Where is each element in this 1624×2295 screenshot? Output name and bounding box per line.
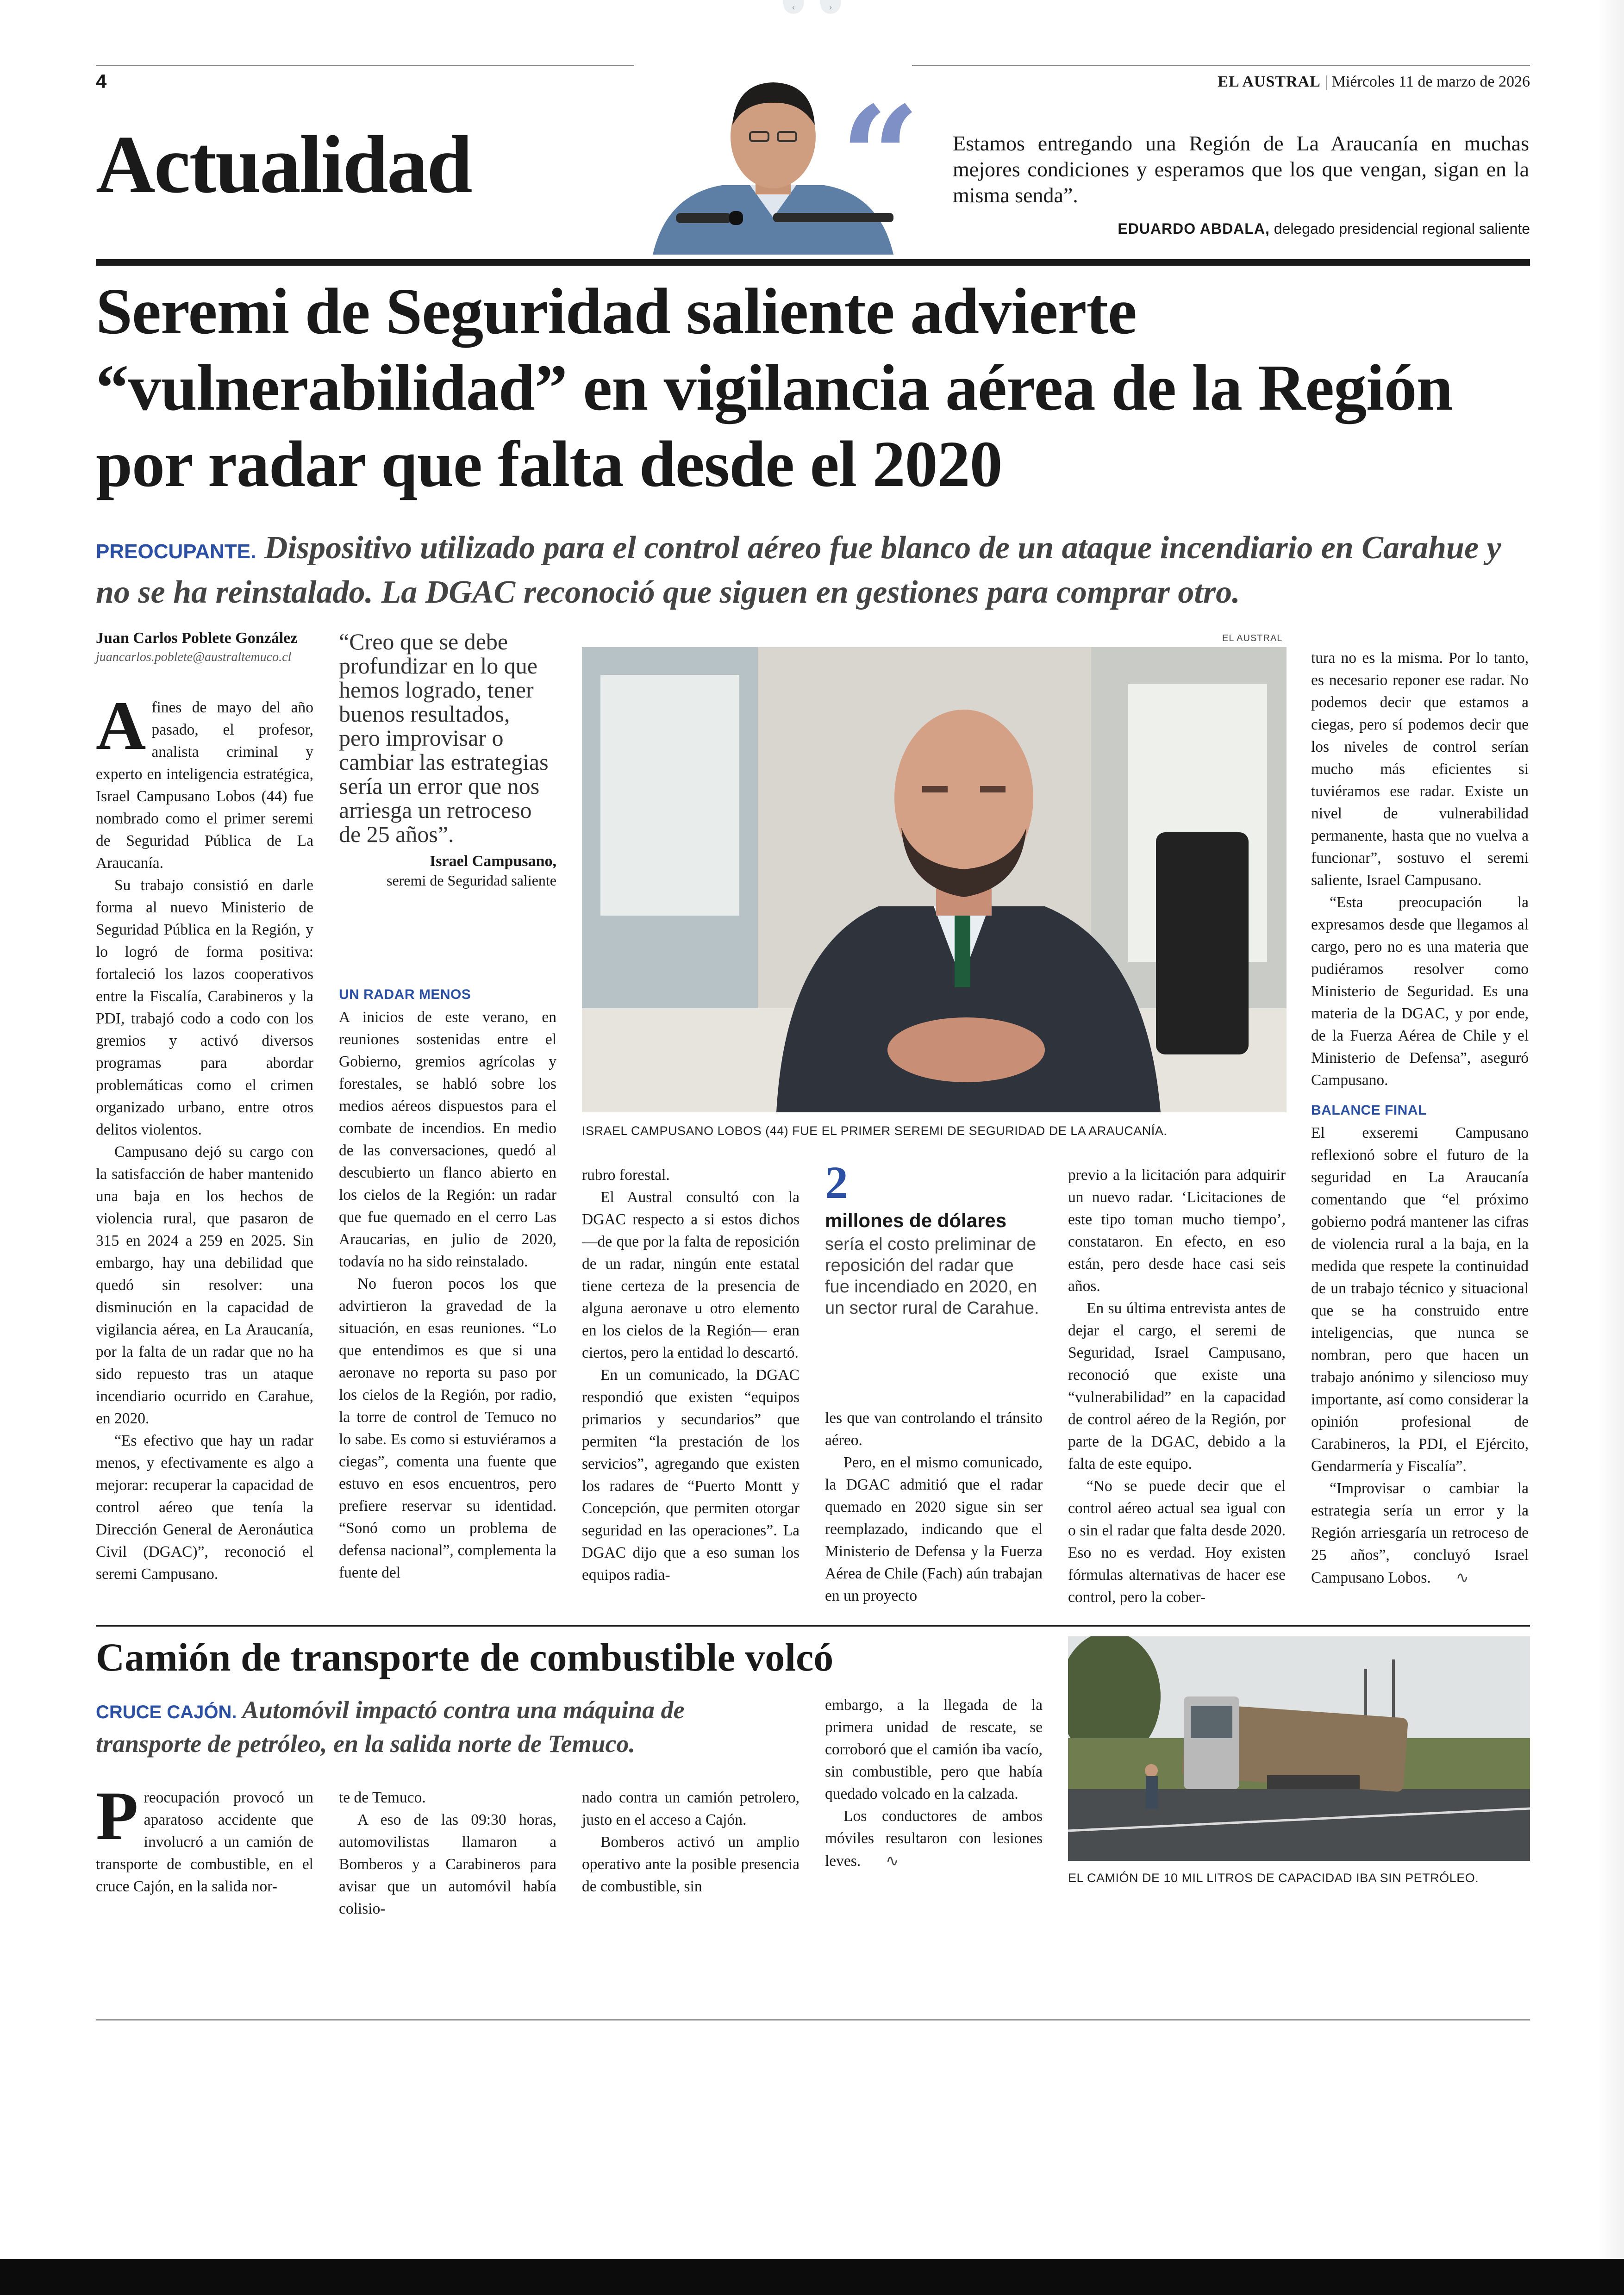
truck-photo xyxy=(1068,1636,1530,1861)
paragraph: “Es efectivo que hay un radar menos, y efectivamente es algo a mejorar: recuperar la capacidad de control aéreo que tenía la Dirección General de Aeronáutica Civil (DGAC)”, reconoció el seremi Campusano. xyxy=(96,1432,313,1583)
truck-kicker: CRUCE CAJÓN. xyxy=(96,1702,237,1722)
paragraph: “No se puede decir que el control aéreo actual sea igual con o sin el radar que falta desde 2020. Eso no es verdad. Hoy existen fórmulas alternativas de hacer ese control, pero la cober- xyxy=(1068,1478,1286,1606)
section-divider xyxy=(96,1625,1530,1627)
article-column-2 xyxy=(339,986,556,1584)
paragraph: les que van controlando el tránsito aéreo. xyxy=(825,1409,1043,1449)
paragraph: En un comunicado, la DGAC respondió que existen “equipos primarios y secundarios” que permiten “la prestación de los servicios”, agregando que existen los radares de “Puerto Montt y Concepción, que permiten otorgar seguridad en las operaciones”. La DGAC dijo que a eso suman los equipos radia- xyxy=(582,1366,800,1584)
stat-label: millones de dólares xyxy=(825,1210,1007,1231)
paragraph: nado contra un camión petrolero, justo en el acceso a Cajón. xyxy=(582,1789,800,1828)
truck-column-2 xyxy=(339,1787,556,1920)
stat-box xyxy=(825,1157,1043,1319)
truck-photo-caption: EL CAMIÓN DE 10 MIL LITROS DE CAPACIDAD IBA SIN PETRÓLEO. xyxy=(1068,1871,1479,1885)
paragraph: Campusano dejó su cargo con la satisfacción de haber mantenido una baja en los hechos de violencia rural, que pasaron de 315 en 2024 a 259 en 2025. Sin embargo, hay una debilidad que quedó sin resolver: una disminución en la capacidad de vigilancia aérea, en La Araucanía, por la falta de un radar que no ha sido repuesto tras un ataque incendiario ocurrido en Carahue, en 2020. xyxy=(96,1143,313,1427)
article-column-4 xyxy=(825,1407,1043,1607)
byline xyxy=(96,630,313,665)
subhead-radar: UN RADAR MENOS xyxy=(339,987,471,1002)
paragraph: previo a la licitación para adquirir un nuevo radar. ‘Licitaciones de este tipo toman mucho tiempo’, constataron. En efecto, en eso están, pero desde hace casi seis años. xyxy=(1068,1166,1286,1295)
paragraph: tura no es la misma. Por lo tanto, es necesario reponer ese radar. No podemos decir que estamos a ciegas, pero sí podemos decir que los niveles de control serían mucho más eficientes si tuviéramos ese radar. Existe un nivel de vulnerabilidad permanente, hasta que no vuelva a funcionar”, sostuvo el seremi saliente, Israel Campusano. xyxy=(1311,649,1529,889)
paragraph: Pero, en el mismo comunicado, la DGAC admitió que el radar quemado en 2020 sigue sin ser reemplazado, indicando que el Ministerio de Defensa y la Fuerza Aérea de Chile (Fach) aún trabajan en un proyecto xyxy=(825,1454,1043,1604)
quote-text: Estamos entregando una Región de La Araucanía en muchas mejores condiciones y esperamos que los que vengan, sigan en la misma senda”. xyxy=(953,131,1529,207)
paragraph: No fueron pocos los que advirtieron la gravedad de la situación, en esas reuniones. “Lo que entendimos es que si una aeronave no reporta su paso por los cielos de la Región, por radio, la torre de control de Temuco no lo sabe. Es como si estuviéramos a ciegas”, comenta una fuente que estuvo en esos encuentros, pero prefiere reservar su identidad. “Sonó como un problema de defensa nacional”, complementa la fuente del xyxy=(339,1275,556,1581)
quote-author: EDUARDO ABDALA, xyxy=(1118,220,1270,237)
paragraph: El Austral consultó con la DGAC respecto a si estos dichos —de que por la falta de reposición de un radar, ningún ente estatal tiene certeza de la presencia de alguna aeronave u otro elemento en los cielos de la Región— eran ciertos, pero la entidad lo descartó. xyxy=(582,1189,800,1361)
pull-quote-role: seremi de Seguridad saliente xyxy=(387,872,556,889)
bottom-rule xyxy=(96,2019,1530,2021)
pull-quote-name: Israel Campusano, xyxy=(430,853,556,870)
paragraph: Bomberos activó un amplio operativo ante la posible presencia de combustible, sin xyxy=(582,1834,800,1895)
truck-column-1 xyxy=(96,1777,313,1898)
pull-quote-text: “Creo que se debe profundizar en lo que hemos logrado, tener buenos resultados, pero improvisar o cambiar las estrategias sería un error que nos arriesga un retroceso de 25 años”. xyxy=(339,629,549,847)
truck-lede xyxy=(96,1694,790,1759)
byline-email[interactable]: juancarlos.poblete@australtemuco.cl xyxy=(96,650,292,664)
paragraph-text: fines de mayo del año pasado, el profesor, analista criminal y experto en inteligencia estratégica, Israel Campusano Lobos (44) fue nombrado como el primer seremi de Seguridad Pública de La Araucanía. xyxy=(96,699,313,872)
paragraph: embargo, a la llegada de la primera unidad de rescate, se corroboró que el camión iba vacío, sin combustible, pero que había quedado volcado en la calzada. xyxy=(825,1696,1043,1802)
page-number: 4 xyxy=(96,70,107,92)
section-title: Actualidad xyxy=(96,118,471,210)
headline-top-rule xyxy=(96,259,1530,266)
drop-cap: A xyxy=(96,687,146,764)
article-column-3 xyxy=(582,1164,800,1586)
truck-column-3 xyxy=(582,1787,800,1898)
main-photo xyxy=(582,647,1287,1112)
photo-credit: EL AUSTRAL xyxy=(1222,633,1283,643)
end-mark-icon: ∿ xyxy=(1455,1568,1469,1586)
byline-author: Juan Carlos Poblete González xyxy=(96,630,298,647)
article-column-5 xyxy=(1068,1164,1286,1609)
truck-headline: Camión de transporte de combustible volcó xyxy=(96,1635,834,1679)
article-lede xyxy=(96,528,1530,613)
paragraph: Su trabajo consistió en darle forma al nuevo Ministerio de Seguridad Pública en la Región, y lo logró de forma positiva: fortaleció los lazos cooperativos entre la Fiscalía, Carabineros y la PDI, trabajó codo a codo con los gremios y activó diversos programas para abordar problemáticas como el crimen organizado urbano, entre otros delitos violentos. xyxy=(96,877,313,1138)
paragraph: A inicios de este verano, en reuniones sostenidas entre el Gobierno, gremios agrícolas y forestales, se habló sobre los medios aéreos dispuestos para el combate de incendios. En medio de las conversaciones, quedó al descubierto un flanco abierto en los cielos de la Región: un radar que fue quemado en el cerro Las Araucarias, en julio de 2020, todavía no ha sido reinstalado. xyxy=(339,1009,556,1270)
end-mark-icon: ∿ xyxy=(886,1852,899,1870)
truck-lede-text: Automóvil impactó contra una máquina de transporte de petróleo, en la salida norte de Temuco. xyxy=(96,1696,685,1758)
article-column-6 xyxy=(1311,647,1529,1589)
prev-page-button[interactable] xyxy=(783,0,804,14)
truck-column-4 xyxy=(825,1694,1043,1872)
chevron-right-icon: › xyxy=(829,1,832,12)
pull-quote xyxy=(339,630,556,889)
article-headline: Seremi de Seguridad saliente advierte “vulnerabilidad” en vigilancia aérea de la Región por radar que falta desde el 2020 xyxy=(96,274,1453,500)
paragraph: rubro forestal. xyxy=(582,1166,670,1184)
paragraph xyxy=(1311,1478,1529,1589)
paragraph-text: reocupación provocó un aparatoso accidente que involucró a un camión de transporte de combustible, en el cruce Cajón, en la salida nor- xyxy=(96,1789,313,1895)
paragraph: A eso de las 09:30 horas, automovilistas llamaron a Bomberos y a Carabineros para avisar que un automóvil había colisio- xyxy=(339,1811,556,1917)
page-edge xyxy=(1597,0,1624,2268)
paragraph xyxy=(96,1777,313,1898)
masthead xyxy=(1218,73,1530,91)
paragraph: “Esta preocupación la expresamos desde que llegamos al cargo, pero no es una materia que pudiéramos resolver como Ministerio de Seguridad. Es una materia de la DGAC, y por ende, de la Fuerza Aérea de Chile y el Ministerio de Defensa”, aseguró Campusano. xyxy=(1311,894,1529,1089)
next-page-button[interactable] xyxy=(820,0,841,14)
paragraph xyxy=(825,1805,1043,1872)
stat-number: 2 xyxy=(825,1157,848,1208)
paragraph-text: Los conductores de ambos móviles resultaron con lesiones leves. xyxy=(825,1808,1043,1870)
chevron-left-icon: ‹ xyxy=(792,1,795,12)
newspaper-name: EL AUSTRAL xyxy=(1218,73,1321,90)
article-column-1 xyxy=(96,687,313,1585)
paragraph: te de Temuco. xyxy=(339,1789,426,1806)
issue-date: Miércoles 11 de marzo de 2026 xyxy=(1331,73,1530,90)
subhead-balance: BALANCE FINAL xyxy=(1311,1103,1427,1118)
article-kicker: PREOCUPANTE. xyxy=(96,540,256,563)
paragraph-text: “Improvisar o cambiar la estrategia sería un error y la Región arriesgaría un retroceso de 25 años”, concluyó Israel Campusano Lobos. xyxy=(1311,1480,1529,1586)
quote-author-role: delegado presidencial regional saliente xyxy=(1274,220,1530,237)
paragraph: El exseremi Campusano reflexionó sobre el futuro de la seguridad en La Araucanía comentando que “el próximo gobierno podrá mantener las cifras de violencia rural a la baja, en la medida que respete la continuidad de un trabajo técnico y situacional que se ha construido entre inteligencias, que nunca se nombran, pero que hacen un trabajo anónimo y silencioso muy importante, así como considerar la opinión profesional de Carabineros, la PDI, el Ejército, Gendarmería y Fiscalía”. xyxy=(1311,1124,1529,1475)
paragraph xyxy=(96,687,313,874)
paragraph: En su última entrevista antes de dejar el cargo, el seremi de Seguridad, Israel Campusano, reconoció que existe una “vulnerabilidad” en la capacidad de control aéreo de la Región, por parte de la DGAC, debido a la falta de este equipo. xyxy=(1068,1300,1286,1472)
bottom-bar xyxy=(0,2259,1624,2295)
quote-attribution xyxy=(1118,220,1530,237)
quote-mark-icon: “ xyxy=(840,75,920,239)
stat-description: sería el costo preliminar de reposición del radar que fue incendiado en 2020, en un sector rural de Carahue. xyxy=(825,1235,1039,1318)
photo-caption: ISRAEL CAMPUSANO LOBOS (44) FUE EL PRIMER SEREMI DE SEGURIDAD DE LA ARAUCANÍA. xyxy=(582,1124,1168,1138)
drop-cap: P xyxy=(96,1777,138,1854)
article-lede-text: Dispositivo utilizado para el control aéreo fue blanco de un ataque incendiario en Carahue y no se ha reinstalado. La DGAC reconoció que siguen en gestiones para comprar otro. xyxy=(96,530,1501,610)
masthead-separator: | xyxy=(1324,73,1332,90)
